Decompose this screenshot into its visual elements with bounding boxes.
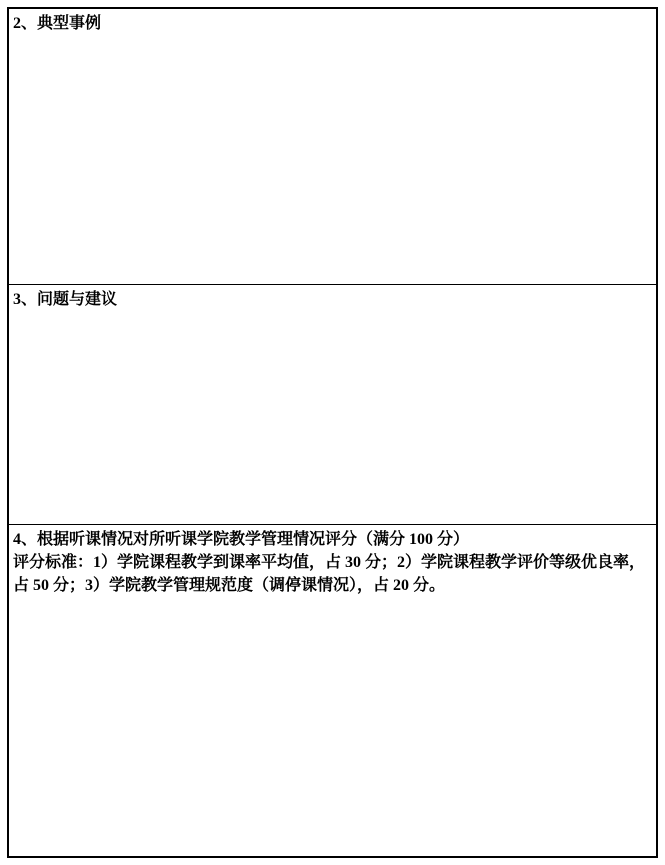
section-cell-typical-cases bbox=[9, 9, 656, 284]
form-table bbox=[7, 7, 658, 858]
section-body-typical-cases[interactable] bbox=[13, 35, 651, 284]
section-cell-problems-suggestions bbox=[9, 285, 656, 524]
section-scoring-criteria-text: 评分标准：1）学院课程教学到课率平均值，占 30 分；2）学院课程教学评价等级优良率，占 50 分；3）学院教学管理规范度（调停课情况），占 20 分。 bbox=[13, 554, 646, 594]
section-cell-college-scoring bbox=[9, 525, 656, 856]
section-body-college-scoring[interactable] bbox=[13, 597, 651, 856]
section-row-college-scoring bbox=[9, 524, 656, 856]
section-body-problems-suggestions[interactable] bbox=[13, 311, 651, 524]
section-row-problems-suggestions bbox=[9, 284, 656, 524]
section-title-typical-cases: 2、典型事例 bbox=[13, 15, 102, 32]
section-title-college-scoring: 4、根据听课情况对所听课学院教学管理情况评分（满分 100 分） bbox=[13, 531, 470, 548]
section-title-problems-suggestions: 3、问题与建议 bbox=[13, 291, 118, 308]
section-row-typical-cases bbox=[9, 9, 656, 284]
